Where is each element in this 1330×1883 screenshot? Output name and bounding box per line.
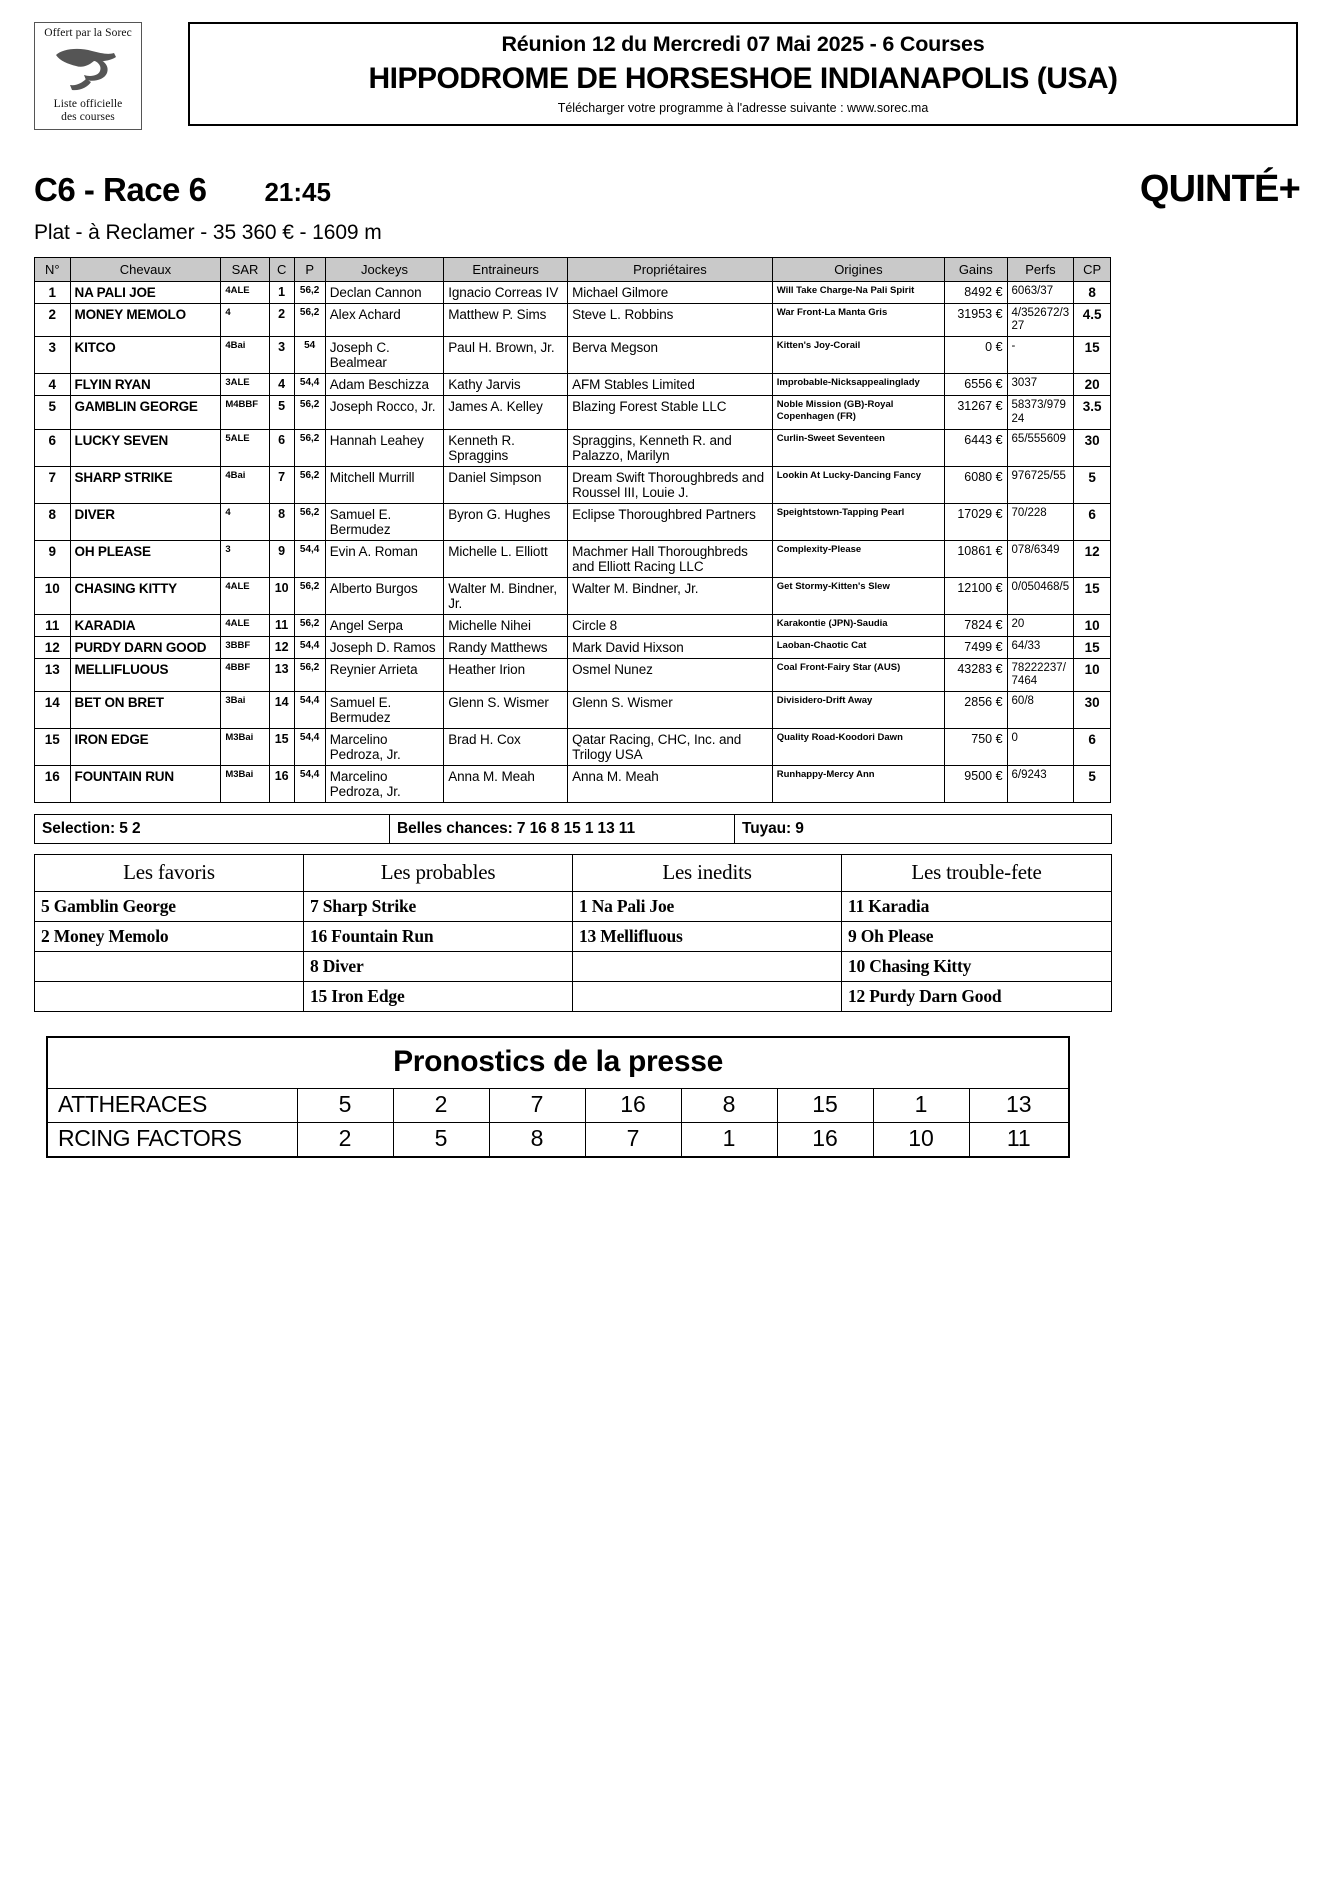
runner-horse: DIVER: [70, 503, 221, 540]
runner-trainer: Matthew P. Sims: [444, 304, 568, 337]
runner-cp: 15: [1074, 577, 1111, 614]
press-pick: 2: [393, 1089, 489, 1123]
category-entry[interactable]: 12 Purdy Darn Good: [842, 982, 1112, 1012]
runner-origin: Karakontie (JPN)-Saudia: [772, 614, 944, 636]
runner-number: 13: [35, 658, 71, 691]
press-pick: 15: [777, 1089, 873, 1123]
runner-perfs: 20: [1007, 614, 1074, 636]
col-origins: Origines: [772, 258, 944, 282]
category-entry[interactable]: 10 Chasing Kitty: [842, 952, 1112, 982]
runner-number: 7: [35, 466, 71, 503]
list-item: [35, 892, 1112, 922]
runner-perfs: 58373/97924: [1007, 396, 1074, 429]
runner-origin: Speightstown-Tapping Pearl: [772, 503, 944, 540]
list-item: [35, 952, 1112, 982]
runner-cp: 20: [1074, 374, 1111, 396]
runner-trainer: Daniel Simpson: [444, 466, 568, 503]
runner-c: 16: [269, 766, 294, 803]
runner-c: 10: [269, 577, 294, 614]
runner-owner: Walter M. Bindner, Jr.: [568, 577, 773, 614]
runner-origin: Complexity-Please: [772, 540, 944, 577]
runner-number: 12: [35, 636, 71, 658]
runner-sar: M3Bai: [221, 729, 269, 766]
runner-weight: 56,2: [294, 466, 325, 503]
runner-owner: Berva Megson: [568, 337, 773, 374]
runner-jockey: Marcelino Pedroza, Jr.: [325, 729, 443, 766]
logo-bottom-line2: des courses: [61, 111, 115, 124]
runner-horse: FOUNTAIN RUN: [70, 766, 221, 803]
runner-jockey: Joseph C. Bealmear: [325, 337, 443, 374]
table-row[interactable]: [35, 692, 1111, 729]
runner-cp: 30: [1074, 692, 1111, 729]
press-source-name: ATTHERACES: [47, 1089, 297, 1123]
runner-jockey: Angel Serpa: [325, 614, 443, 636]
runner-jockey: Reynier Arrieta: [325, 658, 443, 691]
runner-perfs: 78222237/7464: [1007, 658, 1074, 691]
col-sar: SAR: [221, 258, 269, 282]
table-row[interactable]: [35, 658, 1111, 691]
press-title-row: [47, 1037, 1069, 1089]
category-entry[interactable]: 7 Sharp Strike: [304, 892, 573, 922]
hippodrome-name: HIPPODROME DE HORSESHOE INDIANAPOLIS (USA): [368, 61, 1118, 95]
runner-origin: Get Stormy-Kitten's Slew: [772, 577, 944, 614]
col-jockeys: Jockeys: [325, 258, 443, 282]
runner-number: 15: [35, 729, 71, 766]
col-num: N°: [35, 258, 71, 282]
runner-perfs: 4/352672/327: [1007, 304, 1074, 337]
runner-cp: 3.5: [1074, 396, 1111, 429]
runner-horse: KARADIA: [70, 614, 221, 636]
runner-jockey: Adam Beschizza: [325, 374, 443, 396]
col-horse: Chevaux: [70, 258, 221, 282]
runner-origin: Runhappy-Mercy Ann: [772, 766, 944, 803]
runner-cp: 10: [1074, 614, 1111, 636]
runner-c: 11: [269, 614, 294, 636]
runner-horse: NA PALI JOE: [70, 282, 221, 304]
runner-owner: Circle 8: [568, 614, 773, 636]
runner-cp: 5: [1074, 766, 1111, 803]
runner-weight: 54: [294, 337, 325, 374]
runner-origin: Kitten's Joy-Corail: [772, 337, 944, 374]
document-header: [34, 22, 1302, 142]
runner-horse: BET ON BRET: [70, 692, 221, 729]
table-row[interactable]: [35, 374, 1111, 396]
runner-perfs: 0: [1007, 729, 1074, 766]
runner-number: 8: [35, 503, 71, 540]
table-row[interactable]: [35, 614, 1111, 636]
runner-cp: 6: [1074, 729, 1111, 766]
runner-trainer: Anna M. Meah: [444, 766, 568, 803]
runner-perfs: 976725/55: [1007, 466, 1074, 503]
runner-origin: Improbable-Nicksappealinglady: [772, 374, 944, 396]
press-pick: 5: [393, 1123, 489, 1158]
category-entry[interactable]: 8 Diver: [304, 952, 573, 982]
runner-weight: 54,4: [294, 729, 325, 766]
press-pick: 13: [969, 1089, 1069, 1123]
runner-origin: Divisidero-Drift Away: [772, 692, 944, 729]
runner-c: 15: [269, 729, 294, 766]
runner-horse: OH PLEASE: [70, 540, 221, 577]
runner-perfs: 3037: [1007, 374, 1074, 396]
col-owners: Propriétaires: [568, 258, 773, 282]
col-cp: CP: [1074, 258, 1111, 282]
runner-horse: MONEY MEMOLO: [70, 304, 221, 337]
runner-perfs: 078/6349: [1007, 540, 1074, 577]
runner-gains: 750 €: [945, 729, 1007, 766]
col-p: P: [294, 258, 325, 282]
runner-sar: 4ALE: [221, 614, 269, 636]
runner-owner: Osmel Nunez: [568, 658, 773, 691]
runner-sar: 4ALE: [221, 577, 269, 614]
runner-weight: 54,4: [294, 692, 325, 729]
runner-gains: 17029 €: [945, 503, 1007, 540]
runner-jockey: Joseph Rocco, Jr.: [325, 396, 443, 429]
runner-origin: Coal Front-Fairy Star (AUS): [772, 658, 944, 691]
runner-jockey: Samuel E. Bermudez: [325, 503, 443, 540]
runners-table: [34, 257, 1111, 803]
runner-sar: 4Bai: [221, 337, 269, 374]
runner-weight: 56,2: [294, 304, 325, 337]
runner-number: 14: [35, 692, 71, 729]
logo-top-text: Offert par la Sorec: [44, 27, 132, 39]
runner-jockey: Hannah Leahey: [325, 429, 443, 466]
selection-text: Selection: 5 2: [35, 815, 390, 844]
category-entry[interactable]: 13 Mellifluous: [573, 922, 842, 952]
runner-owner: Michael Gilmore: [568, 282, 773, 304]
runner-jockey: Evin A. Roman: [325, 540, 443, 577]
runner-horse: CHASING KITTY: [70, 577, 221, 614]
race-time: 21:45: [264, 177, 331, 207]
logo-bottom-text: [54, 98, 123, 124]
runner-sar: 4: [221, 304, 269, 337]
runner-weight: 54,4: [294, 636, 325, 658]
table-row[interactable]: [35, 636, 1111, 658]
runner-weight: 54,4: [294, 374, 325, 396]
runner-sar: 3: [221, 540, 269, 577]
press-pick: 8: [681, 1089, 777, 1123]
runner-perfs: 6063/37: [1007, 282, 1074, 304]
runner-owner: Blazing Forest Stable LLC: [568, 396, 773, 429]
col-perfs: Perfs: [1007, 258, 1074, 282]
runner-cp: 15: [1074, 337, 1111, 374]
runner-sar: M4BBF: [221, 396, 269, 429]
category-entry[interactable]: 11 Karadia: [842, 892, 1112, 922]
runner-origin: Lookin At Lucky-Dancing Fancy: [772, 466, 944, 503]
runner-horse: IRON EDGE: [70, 729, 221, 766]
tuyau-text: Tuyau: 9: [735, 815, 1112, 844]
runner-weight: 54,4: [294, 540, 325, 577]
press-pick: 5: [297, 1089, 393, 1123]
runner-sar: 4ALE: [221, 282, 269, 304]
runner-owner: Qatar Racing, CHC, Inc. and Trilogy USA: [568, 729, 773, 766]
col-trainers: Entraineurs: [444, 258, 568, 282]
table-row[interactable]: [35, 304, 1111, 337]
runner-perfs: 70/228: [1007, 503, 1074, 540]
runner-trainer: Walter M. Bindner, Jr.: [444, 577, 568, 614]
runner-horse: FLYIN RYAN: [70, 374, 221, 396]
runner-owner: Glenn S. Wismer: [568, 692, 773, 729]
runner-horse: MELLIFLUOUS: [70, 658, 221, 691]
runner-gains: 6443 €: [945, 429, 1007, 466]
runner-sar: 5ALE: [221, 429, 269, 466]
runner-owner: Steve L. Robbins: [568, 304, 773, 337]
runner-c: 8: [269, 503, 294, 540]
runner-number: 5: [35, 396, 71, 429]
runner-horse: KITCO: [70, 337, 221, 374]
runner-trainer: James A. Kelley: [444, 396, 568, 429]
runner-cp: 30: [1074, 429, 1111, 466]
runner-c: 6: [269, 429, 294, 466]
runner-jockey: Joseph D. Ramos: [325, 636, 443, 658]
runner-perfs: 0/050468/5: [1007, 577, 1074, 614]
press-pick: 1: [873, 1089, 969, 1123]
runner-trainer: Michelle L. Elliott: [444, 540, 568, 577]
categories-header-row: [35, 855, 1112, 892]
press-pick: 16: [585, 1089, 681, 1123]
runners-header-row: [35, 258, 1111, 282]
runner-origin: Curlin-Sweet Seventeen: [772, 429, 944, 466]
runner-jockey: Alex Achard: [325, 304, 443, 337]
press-pick: 7: [585, 1123, 681, 1158]
table-row[interactable]: [35, 766, 1111, 803]
runner-trainer: Paul H. Brown, Jr.: [444, 337, 568, 374]
logo-bottom-line1: Liste officielle: [53, 98, 123, 111]
belles-chances-text: Belles chances: 7 16 8 15 1 13 11: [390, 815, 735, 844]
runner-number: 11: [35, 614, 71, 636]
runner-number: 16: [35, 766, 71, 803]
runner-trainer: Kenneth R. Spraggins: [444, 429, 568, 466]
table-row[interactable]: [35, 429, 1111, 466]
runner-perfs: 65/555609: [1007, 429, 1074, 466]
runner-owner: Dream Swift Thoroughbreds and Roussel III, Louie J.: [568, 466, 773, 503]
table-row[interactable]: [35, 396, 1111, 429]
runner-gains: 31953 €: [945, 304, 1007, 337]
runner-horse: PURDY DARN GOOD: [70, 636, 221, 658]
runner-c: 5: [269, 396, 294, 429]
runner-origin: War Front-La Manta Gris: [772, 304, 944, 337]
runner-c: 1: [269, 282, 294, 304]
press-section: [34, 1036, 1302, 1158]
runner-cp: 4.5: [1074, 304, 1111, 337]
runner-origin: Quality Road-Koodori Dawn: [772, 729, 944, 766]
runner-trainer: Ignacio Correas IV: [444, 282, 568, 304]
col-c: C: [269, 258, 294, 282]
runner-c: 13: [269, 658, 294, 691]
runner-gains: 6556 €: [945, 374, 1007, 396]
runner-number: 2: [35, 304, 71, 337]
press-title: Pronostics de la presse: [47, 1037, 1069, 1089]
press-row: [47, 1089, 1069, 1123]
runner-c: 14: [269, 692, 294, 729]
runner-horse: GAMBLIN GEORGE: [70, 396, 221, 429]
quinte-badge: QUINTÉ+: [1139, 168, 1300, 210]
runner-trainer: Randy Matthews: [444, 636, 568, 658]
category-entry[interactable]: 5 Gamblin George: [35, 892, 304, 922]
category-entry[interactable]: 9 Oh Please: [842, 922, 1112, 952]
runner-gains: 0 €: [945, 337, 1007, 374]
runner-c: 3: [269, 337, 294, 374]
runner-weight: 56,2: [294, 282, 325, 304]
runner-cp: 12: [1074, 540, 1111, 577]
category-entry[interactable]: [35, 952, 304, 982]
press-pick: 1: [681, 1123, 777, 1158]
runner-perfs: -: [1007, 337, 1074, 374]
runner-sar: 4: [221, 503, 269, 540]
sorec-logo: [34, 22, 142, 130]
table-row[interactable]: [35, 540, 1111, 577]
runner-sar: 4BBF: [221, 658, 269, 691]
runner-jockey: Alberto Burgos: [325, 577, 443, 614]
runner-c: 12: [269, 636, 294, 658]
runner-c: 9: [269, 540, 294, 577]
runner-horse: SHARP STRIKE: [70, 466, 221, 503]
runner-owner: Spraggins, Kenneth R. and Palazzo, Marilyn: [568, 429, 773, 466]
runner-origin: Noble Mission (GB)-Royal Copenhagen (FR): [772, 396, 944, 429]
runner-weight: 56,2: [294, 396, 325, 429]
runner-trainer: Heather Irion: [444, 658, 568, 691]
category-entry[interactable]: 16 Fountain Run: [304, 922, 573, 952]
runner-cp: 8: [1074, 282, 1111, 304]
meeting-title-box: [188, 22, 1298, 126]
table-row[interactable]: [35, 503, 1111, 540]
category-entry[interactable]: [35, 982, 304, 1012]
runner-jockey: Samuel E. Bermudez: [325, 692, 443, 729]
press-row: [47, 1123, 1069, 1158]
runner-weight: 56,2: [294, 614, 325, 636]
runner-c: 4: [269, 374, 294, 396]
runner-sar: 3BBF: [221, 636, 269, 658]
press-pick: 7: [489, 1089, 585, 1123]
race-header: [34, 168, 1302, 211]
runner-origin: Will Take Charge-Na Pali Spirit: [772, 282, 944, 304]
categories-table: [34, 854, 1112, 1012]
category-inedits: Les inedits: [573, 855, 842, 892]
category-entry[interactable]: 15 Iron Edge: [304, 982, 573, 1012]
press-pick: 16: [777, 1123, 873, 1158]
selection-bar: [34, 814, 1112, 844]
runner-cp: 6: [1074, 503, 1111, 540]
runner-trainer: Glenn S. Wismer: [444, 692, 568, 729]
category-trouble-fete: Les trouble-fete: [842, 855, 1112, 892]
press-pick: 10: [873, 1123, 969, 1158]
runner-number: 4: [35, 374, 71, 396]
list-item: [35, 982, 1112, 1012]
col-gains: Gains: [945, 258, 1007, 282]
runner-trainer: Kathy Jarvis: [444, 374, 568, 396]
press-pick: 11: [969, 1123, 1069, 1158]
category-entry[interactable]: [573, 982, 842, 1012]
runner-gains: 7824 €: [945, 614, 1007, 636]
list-item: [35, 922, 1112, 952]
category-entry[interactable]: 2 Money Memolo: [35, 922, 304, 952]
runner-perfs: 60/8: [1007, 692, 1074, 729]
runner-jockey: Mitchell Murrill: [325, 466, 443, 503]
press-pick: 8: [489, 1123, 585, 1158]
runner-owner: Mark David Hixson: [568, 636, 773, 658]
runner-trainer: Byron G. Hughes: [444, 503, 568, 540]
runner-cp: 10: [1074, 658, 1111, 691]
runner-sar: 4Bai: [221, 466, 269, 503]
runner-number: 9: [35, 540, 71, 577]
runner-trainer: Brad H. Cox: [444, 729, 568, 766]
runner-gains: 43283 €: [945, 658, 1007, 691]
runner-horse: LUCKY SEVEN: [70, 429, 221, 466]
runner-cp: 15: [1074, 636, 1111, 658]
table-row[interactable]: [35, 337, 1111, 374]
runner-trainer: Michelle Nihei: [444, 614, 568, 636]
table-row[interactable]: [35, 282, 1111, 304]
table-row[interactable]: [35, 466, 1111, 503]
runner-gains: 8492 €: [945, 282, 1007, 304]
runner-owner: Eclipse Thoroughbred Partners: [568, 503, 773, 540]
press-source-name: RCING FACTORS: [47, 1123, 297, 1158]
runner-weight: 56,2: [294, 658, 325, 691]
race-conditions: Plat - à Reclamer - 35 360 € - 1609 m: [34, 221, 382, 244]
runner-owner: Anna M. Meah: [568, 766, 773, 803]
runner-gains: 31267 €: [945, 396, 1007, 429]
press-table: [46, 1036, 1070, 1158]
runner-cp: 5: [1074, 466, 1111, 503]
runner-perfs: 6/9243: [1007, 766, 1074, 803]
table-row[interactable]: [35, 577, 1111, 614]
runner-owner: AFM Stables Limited: [568, 374, 773, 396]
runner-number: 10: [35, 577, 71, 614]
runner-gains: 6080 €: [945, 466, 1007, 503]
runner-weight: 56,2: [294, 429, 325, 466]
runner-gains: 7499 €: [945, 636, 1007, 658]
runner-gains: 2856 €: [945, 692, 1007, 729]
runner-c: 2: [269, 304, 294, 337]
runner-owner: Machmer Hall Thoroughbreds and Elliott Racing LLC: [568, 540, 773, 577]
runner-origin: Laoban-Chaotic Cat: [772, 636, 944, 658]
runner-perfs: 64/33: [1007, 636, 1074, 658]
category-entry[interactable]: 1 Na Pali Joe: [573, 892, 842, 922]
category-favoris: Les favoris: [35, 855, 304, 892]
category-entry[interactable]: [573, 952, 842, 982]
runner-jockey: Marcelino Pedroza, Jr.: [325, 766, 443, 803]
runner-number: 3: [35, 337, 71, 374]
runner-number: 1: [35, 282, 71, 304]
runner-gains: 10861 €: [945, 540, 1007, 577]
runner-number: 6: [35, 429, 71, 466]
download-note: Télécharger votre programme à l'adresse suivante : www.sorec.ma: [557, 100, 929, 115]
runner-sar: M3Bai: [221, 766, 269, 803]
runner-sar: 3ALE: [221, 374, 269, 396]
runner-jockey: Declan Cannon: [325, 282, 443, 304]
runner-weight: 56,2: [294, 503, 325, 540]
sorec-horse-icon: [52, 43, 124, 95]
table-row[interactable]: [35, 729, 1111, 766]
runner-weight: 54,4: [294, 766, 325, 803]
category-probables: Les probables: [304, 855, 573, 892]
meeting-subtitle: Réunion 12 du Mercredi 07 Mai 2025 - 6 Courses: [501, 31, 985, 56]
runner-gains: 9500 €: [945, 766, 1007, 803]
press-pick: 2: [297, 1123, 393, 1158]
race-code: C6 - Race 6: [34, 171, 207, 208]
runner-sar: 3Bai: [221, 692, 269, 729]
runner-c: 7: [269, 466, 294, 503]
runner-gains: 12100 €: [945, 577, 1007, 614]
runner-weight: 56,2: [294, 577, 325, 614]
